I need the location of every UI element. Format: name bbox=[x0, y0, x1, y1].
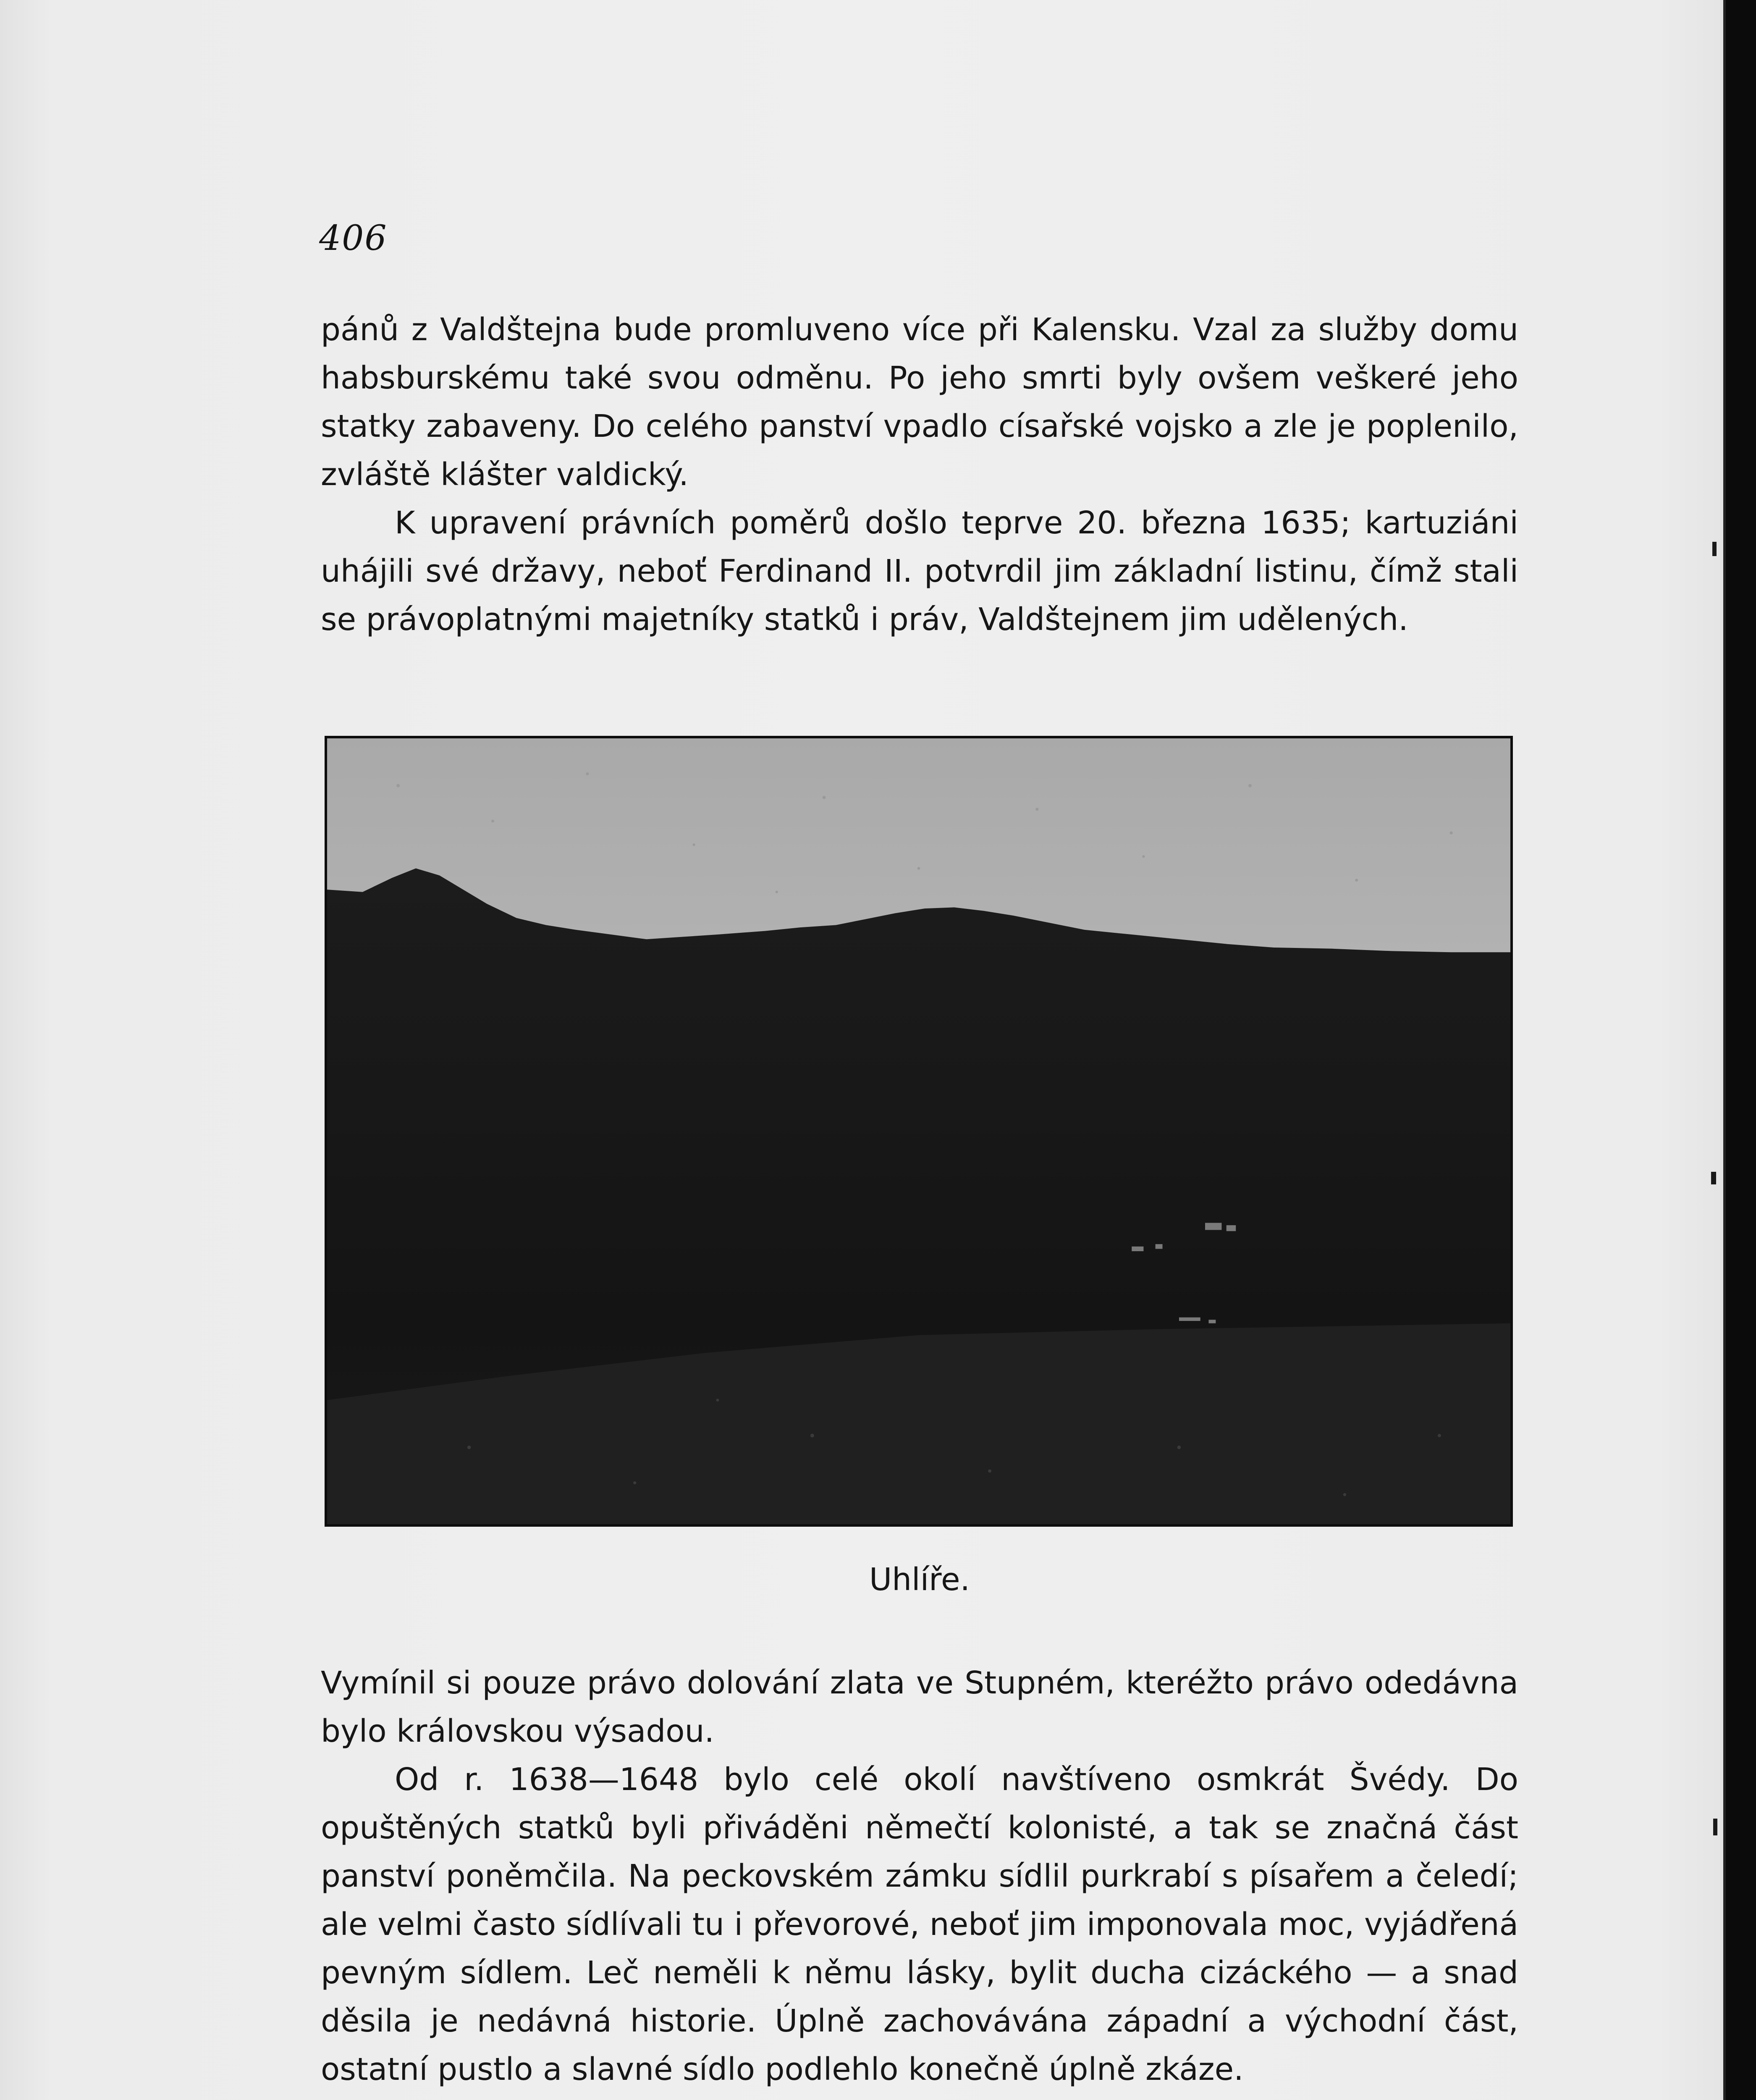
paragraph: Od r. 1638—1648 bylo celé okolí navštíveno osmkrát Švédy. Do opuštěných statků byli přiváděni němečtí kolonisté, a tak se značná část panství poněmčila. Na peckovském zámku sídlil purkrabí s písařem a čeledí; ale velmi často sídlívali tu i převorové, neboť jim imponovala moc, vyjádřená pevným sídlem. Leč neměli k němu lásky, bylit ducha cizáckého — a snad děsila je nedávná historie. Úplně zachovávána západní a východní část, ostatní pustlo a slavné sídlo podlehlo konečně úplně zkáze. bbox=[321, 1761, 1518, 2087]
text-block-top bbox=[321, 306, 1518, 644]
figure-caption: Uhlíře. bbox=[869, 1562, 970, 1598]
paragraph: Vymínil si pouze právo dolování zlata ve Stupném, kteréžto právo odedávna bylo královskou výsadou. bbox=[321, 1665, 1518, 1749]
margin-speck bbox=[1711, 1172, 1716, 1184]
landscape-photograph bbox=[325, 736, 1513, 1527]
margin-speck bbox=[1712, 542, 1717, 556]
margin-speck bbox=[1713, 1819, 1717, 1835]
text-block-bottom bbox=[321, 1659, 1518, 2094]
scan-border bbox=[1726, 0, 1756, 2100]
page-number: 406 bbox=[319, 218, 388, 258]
photo-image bbox=[327, 738, 1510, 1524]
paragraph: K upravení právních poměrů došlo teprve 20. března 1635; kartuziáni uhájili své državy, neboť Ferdinand II. potvrdil jim základní listinu, čímž stali se právoplatnými majetníky statků i práv, Valdštejnem jim udělených. bbox=[321, 505, 1518, 638]
paragraph: pánů z Valdštejna bude promluveno více při Kalensku. Vzal za služby domu habsburskému také svou odměnu. Po jeho smrti byly ovšem veškeré jeho statky zabaveny. Do celého panství vpadlo císařské vojsko a zle je poplenilo, zvláště klášter valdický. bbox=[321, 312, 1518, 493]
